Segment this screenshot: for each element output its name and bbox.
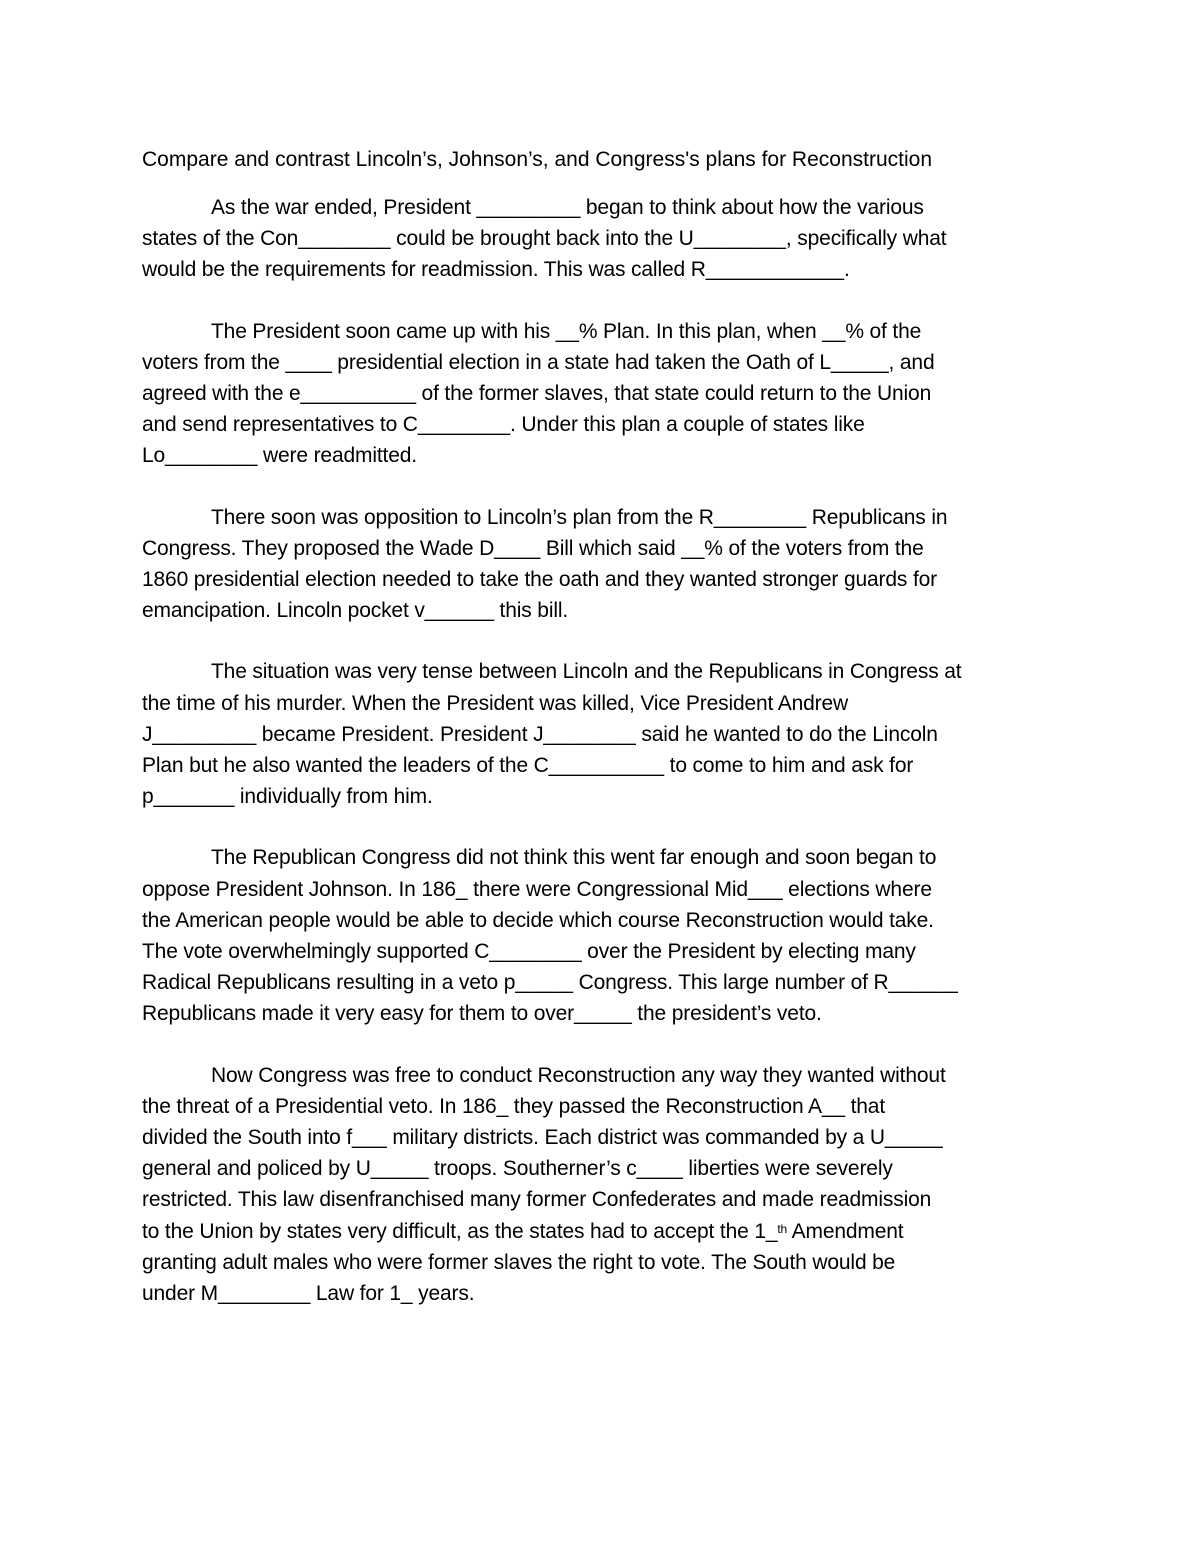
worksheet-title: Compare and contrast Lincoln’s, Johnson’s, and Congress's plans for Reconstruction [142, 148, 933, 171]
text-line: voters from the ____ presidential election in a state had taken the Oath of L_____, and [142, 350, 935, 374]
text-line: states of the Con________ could be brought back into the U________, specifically what [142, 227, 947, 251]
text-line: J_________ became President. President J________ said he wanted to do the Lincoln [142, 722, 938, 746]
text-line: would be the requirements for readmission. This was called R____________. [142, 258, 850, 282]
text-line: Republicans made it very easy for them to over_____ the president’s veto. [142, 1002, 822, 1026]
text-line: general and policed by U_____ troops. Southerner’s c____ liberties were severely [142, 1157, 893, 1181]
amendment-text-before: to the Union by states very difficult, as the states had to accept the 1_ [142, 1219, 778, 1243]
text-line: 1860 presidential election needed to take the oath and they wanted stronger guards for [142, 568, 937, 592]
text-line: agreed with the e__________ of the former slaves, that state could return to the Union [142, 382, 932, 406]
text-line: Lo________ were readmitted. [142, 444, 417, 468]
text-line: the American people would be able to decide which course Reconstruction would take. [142, 908, 934, 932]
text-line: emancipation. Lincoln pocket v______ this bill. [142, 599, 569, 623]
text-line: restricted. This law disenfranchised many former Confederates and made readmission [142, 1188, 932, 1212]
paragraph-3 [142, 502, 1062, 627]
amendment-text-after: Amendment [787, 1219, 904, 1243]
worksheet-body [142, 192, 1062, 1339]
text-line: Radical Republicans resulting in a veto p_____ Congress. This large number of R______ [142, 971, 958, 995]
text-line: oppose President Johnson. In 186_ there were Congressional Mid___ elections where [142, 877, 932, 901]
text-line: under M________ Law for 1_ years. [142, 1282, 475, 1306]
text-line: p_______ individually from him. [142, 785, 433, 809]
text-line: The Republican Congress did not think this went far enough and soon began to [211, 846, 937, 870]
text-line: Now Congress was free to conduct Reconstruction any way they wanted without [211, 1063, 946, 1087]
paragraph-2 [142, 316, 1062, 472]
text-line: and send representatives to C________. Under this plan a couple of states like [142, 413, 865, 437]
paragraph-4 [142, 656, 1062, 812]
paragraph-6 [142, 1060, 1062, 1310]
text-line: the time of his murder. When the President was killed, Vice President Andrew [142, 691, 849, 715]
text-line: The President soon came up with his __% Plan. In this plan, when __% of the [211, 319, 922, 343]
text-line: the threat of a Presidential veto. In 186_ they passed the Reconstruction A__ that [142, 1094, 886, 1118]
paragraph-5 [142, 842, 1062, 1029]
text-line: The situation was very tense between Lincoln and the Republicans in Congress at [211, 660, 962, 684]
text-line: divided the South into f___ military districts. Each district was commanded by a U_____ [142, 1126, 943, 1150]
text-line: granting adult males who were former slaves the right to vote. The South would be [142, 1250, 896, 1274]
text-line: The vote overwhelmingly supported C________ over the President by electing many [142, 940, 916, 964]
paragraph-1 [142, 192, 1062, 286]
amendment-line [142, 1216, 1062, 1247]
text-line: There soon was opposition to Lincoln’s plan from the R________ Republicans in [211, 505, 948, 529]
text-line: As the war ended, President _________ began to think about how the various [211, 196, 924, 219]
text-line: Plan but he also wanted the leaders of the C__________ to come to him and ask for [142, 754, 914, 778]
superscript-th: th [777, 1221, 788, 1236]
text-line: Congress. They proposed the Wade D____ Bill which said __% of the voters from the [142, 536, 924, 560]
